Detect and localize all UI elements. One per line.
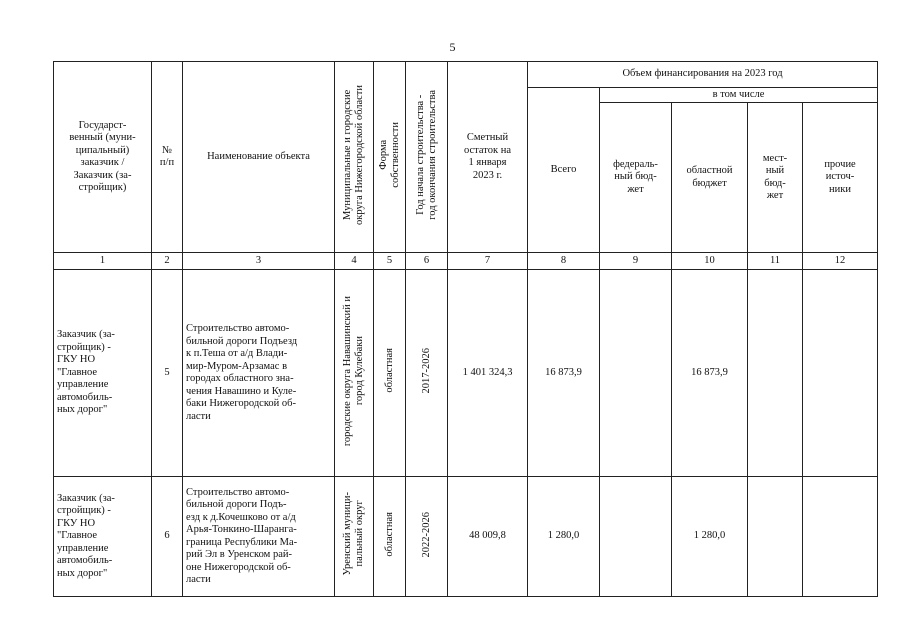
row-other [803, 270, 878, 477]
column-number: 2 [152, 253, 183, 270]
row-federal [600, 477, 672, 597]
row-federal [600, 270, 672, 477]
row-regional: 1 280,0 [672, 477, 748, 597]
column-number: 12 [803, 253, 878, 270]
column-number: 3 [183, 253, 335, 270]
header-years: Год начала строительства - год окончания строительства [406, 62, 448, 253]
header-total: Всего [528, 88, 600, 253]
header-ownership: Форма собственности [374, 62, 406, 253]
table-row [54, 270, 878, 477]
row-total: 16 873,9 [528, 270, 600, 477]
financing-table [53, 61, 878, 597]
row-estimate: 1 401 324,3 [448, 270, 528, 477]
header-local: мест- ный бюд- жет [748, 103, 803, 253]
header-num: № п/п [152, 62, 183, 253]
column-number: 10 [672, 253, 748, 270]
row-years: 2022-2026 [406, 477, 448, 597]
row-other [803, 477, 878, 597]
row-customer: Заказчик (за- стройщик) - ГКУ НО "Главное управление автомобиль- ных дорог" [54, 477, 152, 597]
header-federal: федераль- ный бюд- жет [600, 103, 672, 253]
table-row [54, 477, 878, 597]
column-number: 7 [448, 253, 528, 270]
row-num: 5 [152, 270, 183, 477]
row-estimate: 48 009,8 [448, 477, 528, 597]
header-other: прочие источ- ники [803, 103, 878, 253]
header-regional: областной бюджет [672, 103, 748, 253]
row-customer: Заказчик (за- стройщик) - ГКУ НО "Главное управление автомобиль- ных дорог" [54, 270, 152, 477]
column-number: 5 [374, 253, 406, 270]
column-number: 11 [748, 253, 803, 270]
column-number: 4 [335, 253, 374, 270]
column-number: 6 [406, 253, 448, 270]
column-number: 1 [54, 253, 152, 270]
header-customer: Государст- венный (муни- ципальный) заказчик / Заказчик (за- стройщик) [54, 62, 152, 253]
column-number: 8 [528, 253, 600, 270]
row-local [748, 270, 803, 477]
row-object-name: Строительство автомо- бильной дороги Подъ- езд к д.Кочешково от а/д Арья-Тонкино-Шаранга- граница Республики Ма- рий Эл в Уренском рай- оне Нижегородской об- ласти [183, 477, 335, 597]
header-object-name: Наименование объекта [183, 62, 335, 253]
row-object-name: Строительство автомо- бильной дороги Подъезд к п.Теша от а/д Влади- мир-Муром-Арзамас в городах областного зна- чения Навашино и Куле- баки Нижегородской об- ласти [183, 270, 335, 477]
column-number: 9 [600, 253, 672, 270]
page-number: 5 [449, 40, 456, 54]
header-including: в том числе [600, 88, 878, 103]
row-municipal: городские округа Навашинский и город Кулебаки [335, 270, 374, 477]
header-financing: Объем финансирования на 2023 год [528, 62, 878, 88]
row-total: 1 280,0 [528, 477, 600, 597]
row-ownership: областная [374, 270, 406, 477]
row-local [748, 477, 803, 597]
row-ownership: областная [374, 477, 406, 597]
row-num: 6 [152, 477, 183, 597]
row-regional: 16 873,9 [672, 270, 748, 477]
header-estimate: Сметный остаток на 1 января 2023 г. [448, 62, 528, 253]
row-municipal: Уренский муници- пальный округ [335, 477, 374, 597]
header-municipal: Муниципальные и городские округа Нижегородской области [335, 62, 374, 253]
row-years: 2017-2026 [406, 270, 448, 477]
